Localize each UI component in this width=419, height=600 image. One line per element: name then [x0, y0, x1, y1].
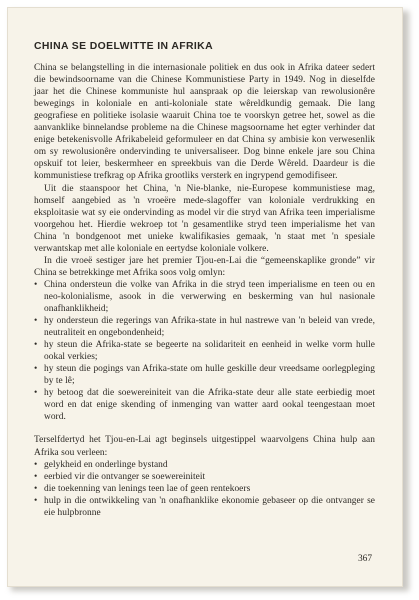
book-page — [7, 7, 403, 587]
principles-list — [34, 279, 375, 424]
bullet-icon: • — [34, 483, 38, 494]
list-item: • eerbied vir die ontvanger se soewereiniteit — [34, 471, 206, 482]
paragraph-4: Terselfdertyd het Tjou-en-Lai agt beginsels uitgestippel waarvolgens China hulp aan Afrika sou verleen: — [34, 435, 375, 458]
paragraph-2: Uit die staanspoor het China, 'n Nie-blanke, nie-Europese kommunistiese mag, homself aangebied as 'n vroeëre mede-slagoffer van koloniale verdrukking en eksploitasie wat sy eie ondervinding as model vir die stryd van Afrika teen imperialisme voorgehou het. Hierdie wekroep tot 'n gesamentlike stryd teen imperialisme het van China 'n bondgenoot met unieke kwalifikasies gemaak, 'n staat met 'n spesiale verwantskap met alle koloniale en eertydse koloniale volkere. — [34, 183, 375, 254]
page-content — [34, 41, 375, 519]
bullet-icon: • — [34, 471, 38, 482]
list-item: • hy steun die pogings van Afrika-state om hulle geskille deur vreedsame oorlegpleging by te lê; — [34, 364, 375, 387]
bullet-icon: • — [34, 279, 38, 290]
bullet-icon: • — [34, 316, 38, 327]
list-item: • hulp in die ontwikkeling van 'n onafhanklike ekonomie gebaseer op die ontvanger se eie hulpbronne — [34, 495, 375, 518]
list-item: • hy ondersteun die regerings van Afrika-state in hul nastrewe van 'n beleid van vrede, neutraliteit en ongebondenheid; — [34, 316, 375, 339]
bullet-icon: • — [34, 459, 38, 470]
page-number: 367 — [357, 554, 372, 564]
list-item: • gelykheid en onderlinge bystand — [34, 459, 168, 470]
bullet-icon: • — [34, 364, 38, 375]
paragraph-3: In die vroeë sestiger jare het premier Tjou-en-Lai die “gemeenskaplike gronde” vir China se betrekkinge met Afrika soos volg omlyn: — [34, 255, 375, 278]
bullet-icon: • — [34, 388, 38, 399]
section-heading: CHINA SE DOELWITTE IN AFRIKA — [34, 41, 213, 52]
bullet-icon: • — [34, 495, 38, 506]
bullet-icon: • — [34, 340, 38, 351]
aid-principles-list — [34, 459, 375, 519]
list-item: • hy betoog dat die soewereiniteit van die Afrika-state deur alle state eerbiedig moet word en dat enige skending of inmenging van watter aard ookal teengestaan moet word. — [34, 388, 375, 423]
list-item: • China ondersteun die volke van Afrika in die stryd teen imperialisme en teen ou en neo-kolonialisme, asook in die verwerwing en beskerming van hul nasionale onafhanklikheid; — [34, 279, 375, 314]
paragraph-1: China se belangstelling in die internasionale politiek en dus ook in Afrika dateer sedert die bewindsoorname van die Chinese Kommunistiese Party in 1949. Nog in dieselfde jaar het die Chinese kommuniste hul aanspraak op die leierskap van rewolusionêre bewegings in koloniale en anti-koloniale state wêreldkundig gemaak. Die lang geografiese en politieke isolasie waaruit China toe te voorskyn getree het, sowel as die aanvanklike binnelandse probleme na die Chinese magsoorname het egter verhinder dat enige betekenisvolle Afrikabeleid geformuleer en dat China sy ambisie kon verwesenlik om sy rewolusionêre ondervinding te universaliseer. Dog binne enkele jare sou China opskuif tot leier, beskermheer en spreekbuis van die Derde Wêreld. Daardeur is die kommunistiese trefkrag op Afrika grootliks versterk en ingrypend gemodifiseer. — [34, 63, 375, 182]
list-item: • die toekenning van lenings teen lae of geen rentekoers — [34, 483, 251, 494]
list-item: • hy steun die Afrika-state se begeerte na solidariteit en eenheid in welke vorm hulle ookal verkies; — [34, 340, 375, 363]
